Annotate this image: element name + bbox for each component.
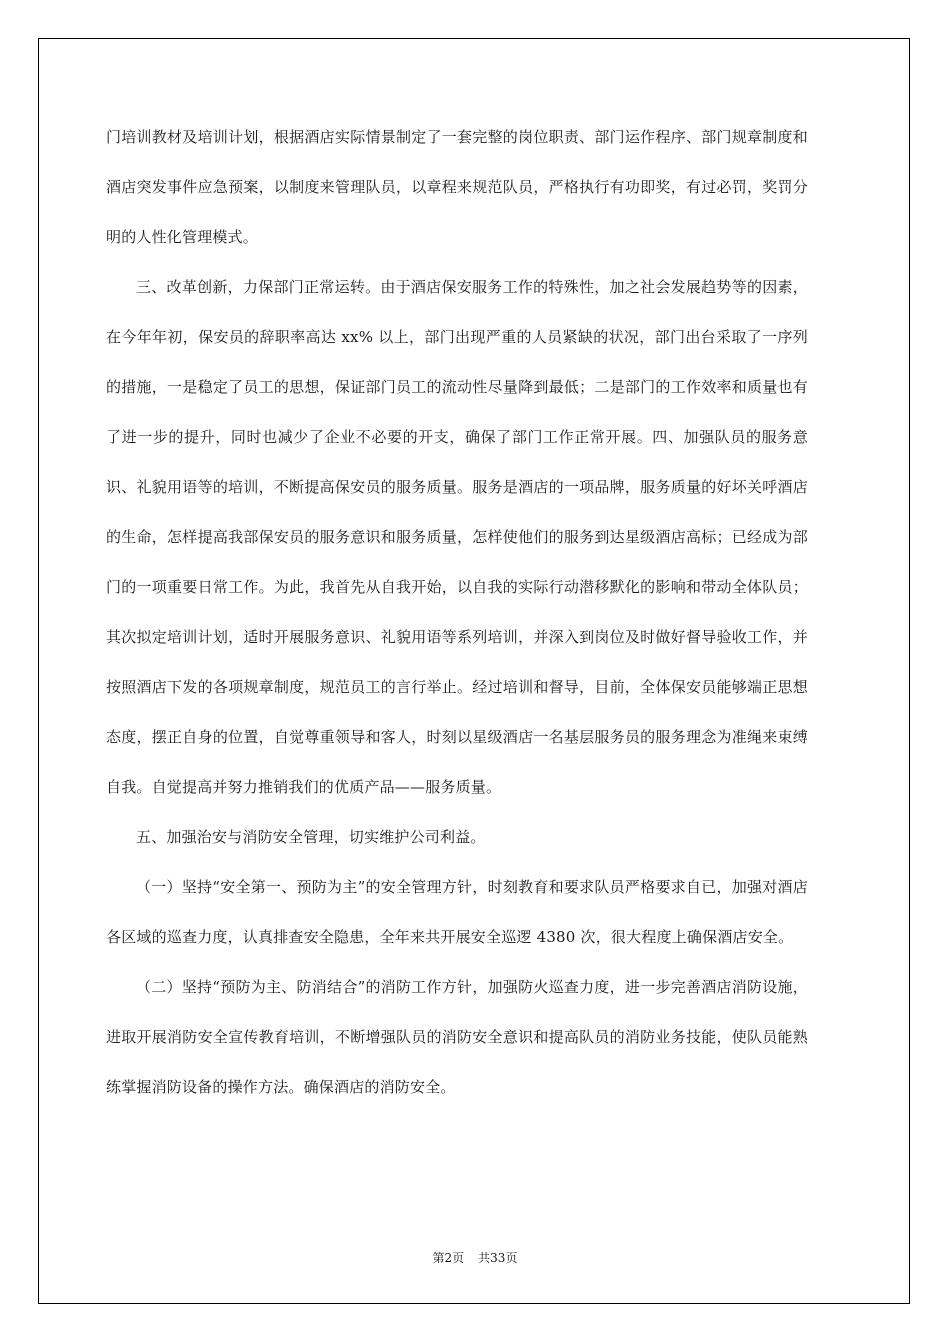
paragraph-continued: 门培训教材及培训计划，根据酒店实际情景制定了一套完整的岗位职责、部门运作程序、部门规章制度和酒店突发事件应急预案，以制度来管理队员，以章程来规范队员，严格执行有功即奖，有过必罚，奖罚分明的人性化管理模式。 [106,128,808,246]
paragraph-section-five-heading: 五、加强治安与消防安全管理，切实维护公司利益。 [136,828,486,846]
page-footer [0,1249,950,1266]
page-number-current: 第2页 [432,1251,465,1265]
paragraph-fire-policy: （二）坚持“预防为主、防消结合”的消防工作方针，加强防火巡查力度，进一步完善酒店消防设施，进取开展消防安全宣传教育培训，不断增强队员的消防安全意识和提高队员的消防业务技能，使队员能熟练掌握消防设备的操作方法。确保酒店的消防安全。 [106,978,808,1096]
document-body [106,112,808,1112]
page-number-total: 共33页 [478,1251,518,1265]
paragraph-reform: 三、改革创新，力保部门正常运转。由于酒店保安服务工作的特殊性，加之社会发展趋势等的因素，在今年年初，保安员的辞职率高达 xx% 以上，部门出现严重的人员紧缺的状况，部门出台采取了一序列的措施，一是稳定了员工的思想，保证部门员工的流动性尽量降到最低；二是部门的工作效率和质量也有了进一步的提升，同时也减少了企业不必要的开支，确保了部门工作正常开展。四、加强队员的服务意识、礼貌用语等的培训，不断提高保安员的服务质量。服务是酒店的一项品牌，服务质量的好坏关呼酒店的生命，怎样提高我部保安员的服务意识和服务质量，怎样使他们的服务到达星级酒店高标；已经成为部门的一项重要日常工作。为此，我首先从自我开始，以自我的实际行动潜移默化的影响和带动全体队员；其次拟定培训计划，适时开展服务意识、礼貌用语等系列培训，并深入到岗位及时做好督导验收工作，并按照酒店下发的各项规章制度，规范员工的言行举止。经过培训和督导，目前，全体保安员能够端正思想态度，摆正自身的位置，自觉尊重领导和客人，时刻以星级酒店一名基层服务员的服务理念为准绳来束缚自我。自觉提高并努力推销我们的优质产品——服务质量。 [106,278,808,796]
paragraph-safety-policy: （一）坚持“安全第一、预防为主”的安全管理方针，时刻教育和要求队员严格要求自已，加强对酒店各区域的巡查力度，认真排查安全隐患，全年来共开展安全巡逻 4380 次，很大程度上确保酒店安全。 [106,878,808,946]
